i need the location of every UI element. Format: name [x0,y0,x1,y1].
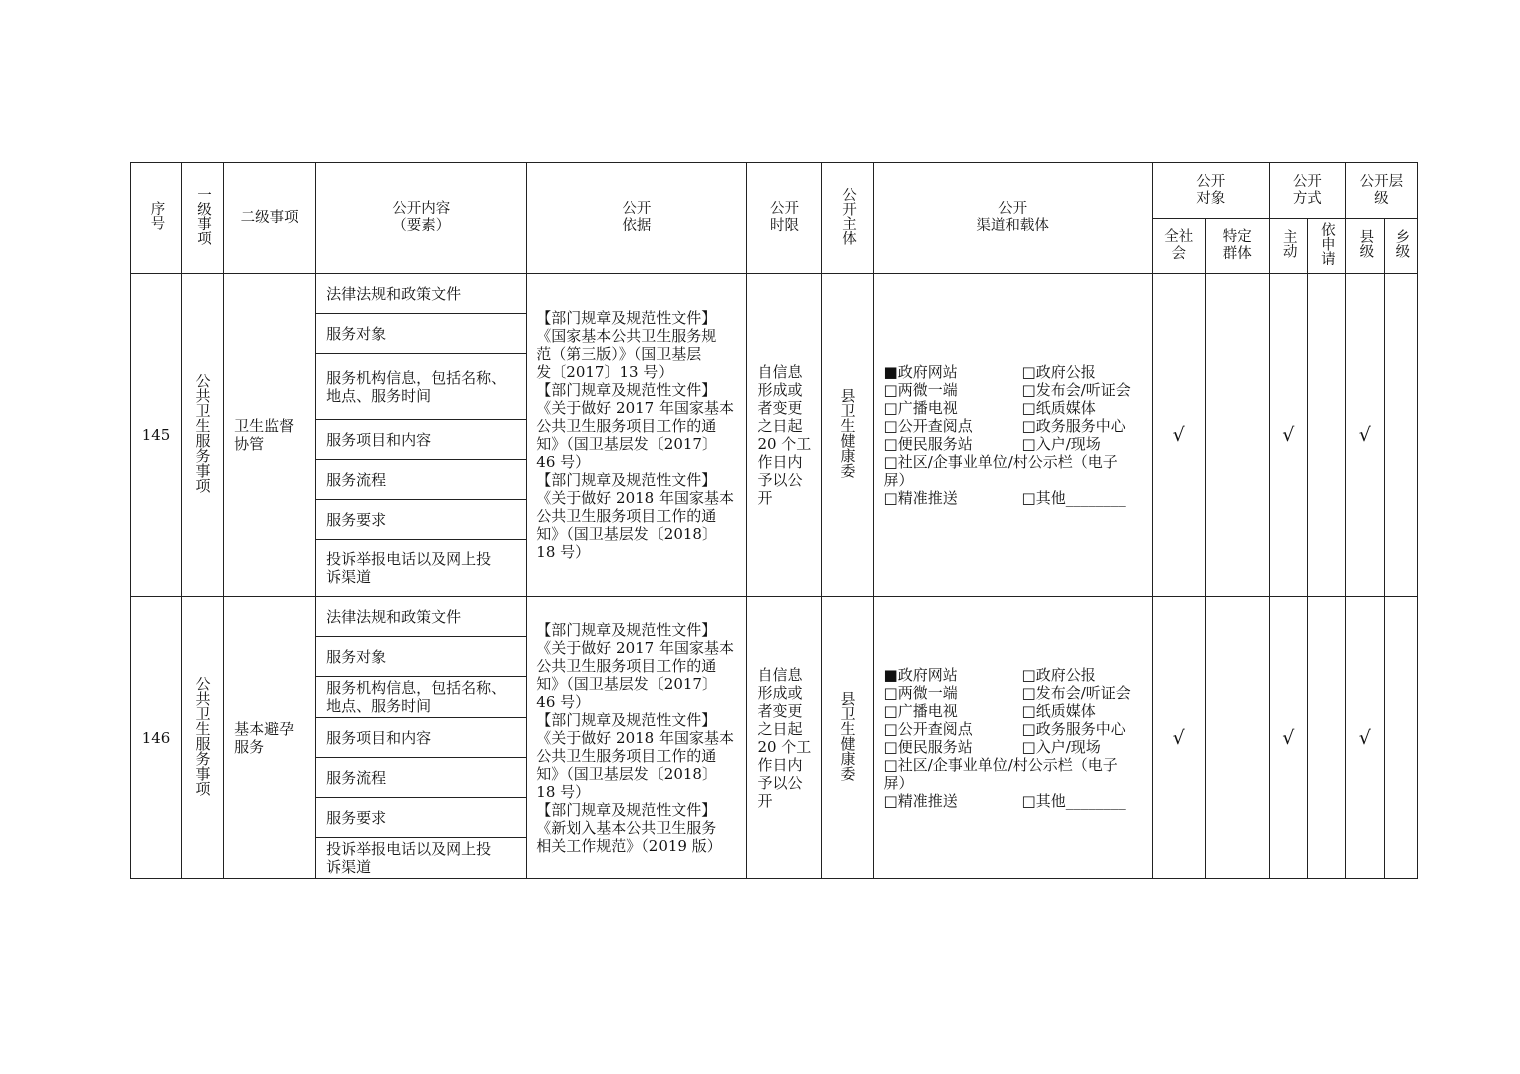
header-target: 公开 对象 [1152,163,1269,219]
time-limit-cell: 自信息 形成或 者变更 之日起 20 个工 作日内 予以公 开 [747,274,822,597]
basis-cell: 【部门规章及规范性文件】 《关于做好 2017 年国家基本 公共卫生服务项目工作的通 知》（国卫基层发〔2017〕 46 号） 【部门规章及规范性文件】 《关于做好 2018 年国家基本 公共卫生服务项目工作的通 知》（国卫基层发〔2018〕 18 号） 【部门规章及规范性文件】 《新划入基本公共卫生服务 相关工作规范》（2019 版） [527,597,747,879]
content-item: 投诉举报电话以及网上投 诉渠道 [316,838,527,879]
all-society-check-cell: √ [1152,597,1205,879]
level2-cell: 基本避孕 服务 [224,597,316,879]
header-county: 县级 [1345,219,1384,274]
content-item: 服务流程 [316,758,527,798]
channel-option: 屏） [883,471,914,489]
channel-option: □入户/现场 [1021,737,1101,756]
channel-option: □精准推送 [883,791,958,810]
township-check-cell [1384,597,1417,879]
channel-option: □政务服务中心 [1021,719,1126,738]
header-time: 公开 时限 [747,163,822,274]
channel-option: □便民服务站 [883,737,973,756]
channel-option: □其他________ [1021,791,1126,810]
channel-option: ■政府网站 [883,363,958,381]
on-request-check-cell [1307,274,1345,597]
header-on-request: 依申请 [1307,219,1345,274]
seq-cell: 146 [131,597,182,879]
channel-option: ■政府网站 [883,665,958,684]
header-seq: 序号 [131,163,182,274]
township-check-cell [1384,274,1417,597]
header-level: 公开层 级 [1345,163,1417,219]
content-item: 服务机构信息，包括名称、 地点、服务时间 [316,677,527,718]
header-basis: 公开 依据 [527,163,747,274]
channel-cell [873,274,1152,597]
channel-option: □社区/企事业单位/村公示栏（电子 [883,453,1118,471]
channel-cell [873,597,1152,879]
specific-check-cell [1205,274,1269,597]
channel-option: □政府公报 [1021,665,1096,684]
content-item: 服务要求 [316,500,527,540]
header-specific-group: 特定 群体 [1205,219,1269,274]
channel-option: □两微一端 [883,381,958,399]
channel-option: □发布会/听证会 [1021,683,1131,702]
basis-cell: 【部门规章及规范性文件】 《国家基本公共卫生服务规 范（第三版）》（国卫基层 发〔2017〕13 号） 【部门规章及规范性文件】 《关于做好 2017 年国家基本 公共卫生服务项目工作的通 知》（国卫基层发〔2017〕 46 号） 【部门规章及规范性文件】 《关于做好 2018 年国家基本 公共卫生服务项目工作的通 知》（国卫基层发〔2018〕 18 号） [527,274,747,597]
header-method: 公开 方式 [1269,163,1345,219]
seq-cell: 145 [131,274,182,597]
channel-option: □发布会/听证会 [1021,381,1131,399]
table-row [131,274,1418,314]
table-body [131,274,1418,879]
header-row-1 [131,163,1418,219]
channel-option: □政府公报 [1021,363,1096,381]
content-item: 服务项目和内容 [316,420,527,460]
header-level1: 一级事项 [182,163,224,274]
content-item: 服务要求 [316,798,527,838]
channel-option: □入户/现场 [1021,435,1101,453]
time-limit-cell: 自信息 形成或 者变更 之日起 20 个工 作日内 予以公 开 [747,597,822,879]
content-item: 服务流程 [316,460,527,500]
active-check-cell: √ [1269,274,1307,597]
content-item: 法律法规和政策文件 [316,274,527,314]
header-active: 主动 [1269,219,1307,274]
channel-option: □纸质媒体 [1021,399,1096,417]
channel-option: □两微一端 [883,683,958,702]
level2-cell: 卫生监督 协管 [224,274,316,597]
on-request-check-cell [1307,597,1345,879]
county-check-cell: √ [1345,597,1384,879]
level1-cell: 公共卫生服务事项 [182,274,224,597]
header-level2: 二级事项 [224,163,316,274]
county-check-cell: √ [1345,274,1384,597]
channel-option: □广播电视 [883,701,958,720]
header-all-society: 全社 会 [1152,219,1205,274]
channel-option: □纸质媒体 [1021,701,1096,720]
channel-option: □便民服务站 [883,435,973,453]
content-item: 服务机构信息，包括名称、 地点、服务时间 [316,354,527,420]
content-item: 服务对象 [316,637,527,677]
subject-cell: 县卫生健康委 [822,274,873,597]
active-check-cell: √ [1269,597,1307,879]
header-channel: 公开 渠道和载体 [873,163,1152,274]
channel-option: □广播电视 [883,399,958,417]
channel-option: □其他________ [1021,489,1126,507]
level1-cell: 公共卫生服务事项 [182,597,224,879]
table-row [131,597,1418,637]
channel-option: 屏） [883,773,914,792]
channel-option: □公开查阅点 [883,417,973,435]
channel-option: □政务服务中心 [1021,417,1126,435]
content-item: 投诉举报电话以及网上投 诉渠道 [316,540,527,597]
content-item: 服务项目和内容 [316,718,527,758]
specific-check-cell [1205,597,1269,879]
header-content: 公开内容 （要素） [316,163,527,274]
channel-option: □精准推送 [883,489,958,507]
all-society-check-cell: √ [1152,274,1205,597]
disclosure-table [130,162,1418,879]
header-township: 乡级 [1384,219,1417,274]
channel-option: □社区/企事业单位/村公示栏（电子 [883,755,1118,774]
header-subject: 公开主体 [822,163,873,274]
channel-option: □公开查阅点 [883,719,973,738]
content-item: 法律法规和政策文件 [316,597,527,637]
subject-cell: 县卫生健康委 [822,597,873,879]
content-item: 服务对象 [316,314,527,354]
